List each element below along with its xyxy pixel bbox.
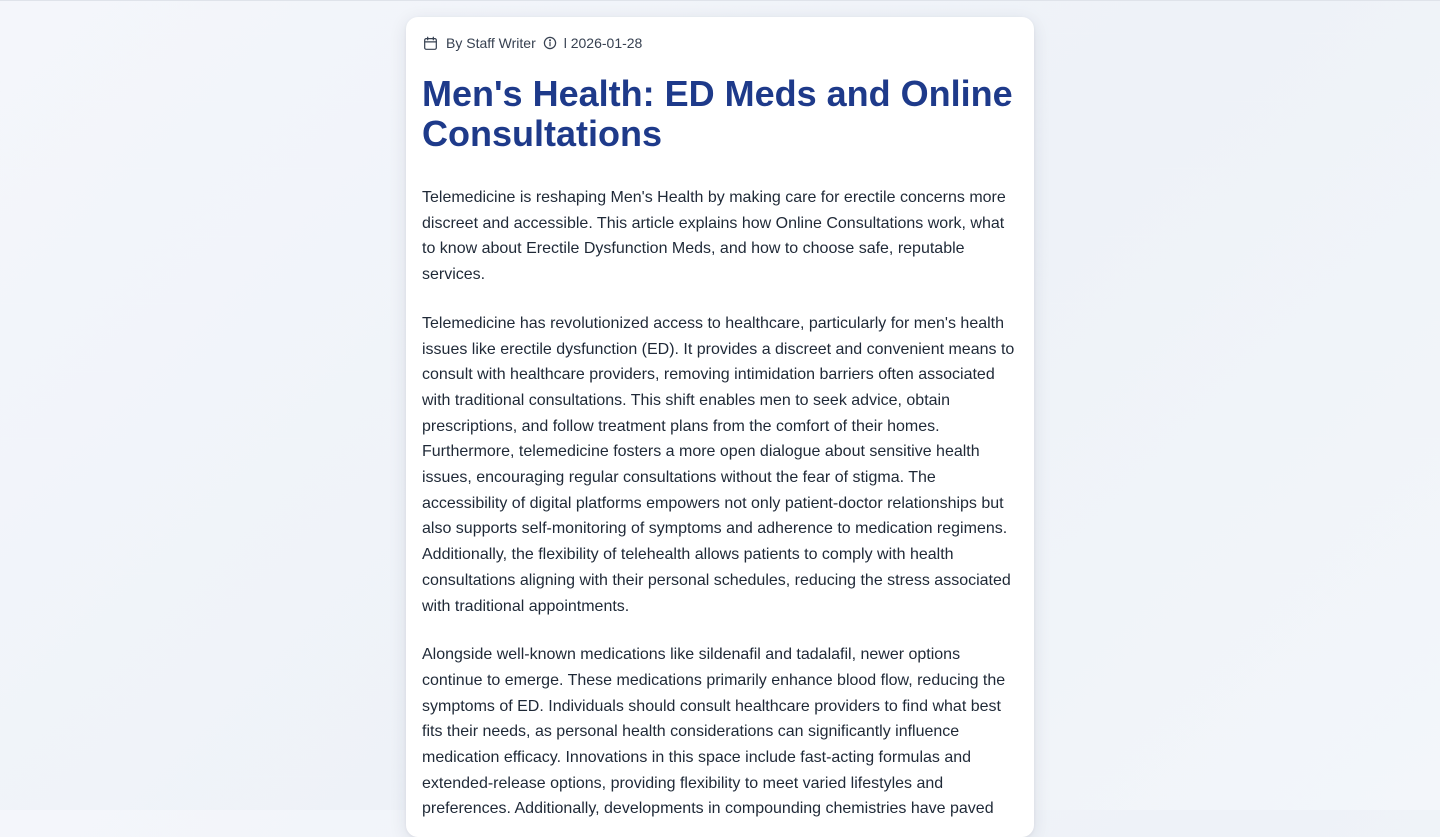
calendar-icon (422, 35, 438, 51)
article-body (422, 185, 1018, 822)
article-title: Men's Health: ED Meds and Online Consultations (422, 73, 1013, 154)
publish-date: l 2026-01-28 (563, 35, 643, 51)
article-meta (422, 34, 1018, 52)
info-icon (542, 35, 558, 51)
author-byline: By Staff Writer (446, 35, 536, 51)
article-paragraph: Telemedicine is reshaping Men's Health by making care for erectile concerns more discreet and accessible. This article explains how Online Consultations work, what to know about Erectile Dysfunction Meds, and how to choose safe, reputable services. (422, 189, 1006, 284)
article-paragraph: Telemedicine has revolutionized access to healthcare, particularly for men's health issues like erectile dysfunction (ED). It provides a discreet and convenient means to consult with healthcare providers, removing intimidation barriers often associated with traditional consultations. This shift enables men to seek advice, obtain prescriptions, and follow treatment plans from the comfort of their homes. Furthermore, telemedicine fosters a more open dialogue about sensitive health issues, encouraging regular consultations without the fear of stigma. The accessibility of digital platforms empowers not only patient-doctor relationships but also supports self-monitoring of symptoms and adherence to medication regimens. Additionally, the flexibility of telehealth allows patients to comply with health consultations aligning with their personal schedules, reducing the stress associated with traditional appointments. (422, 314, 1015, 615)
article-paragraph: Alongside well-known medications like sildenafil and tadalafil, newer options continue to emerge. These medications primarily enhance blood flow, reducing the symptoms of ED. Individuals should consult healthcare providers to find what best fits their needs, as personal health considerations can significantly influence medication efficacy. Innovations in this space include fast-acting formulas and extended-release options, providing flexibility to meet varied lifestyles and preferences. Additionally, developments in compounding chemistries have paved (422, 646, 1006, 818)
article-card (406, 17, 1034, 837)
